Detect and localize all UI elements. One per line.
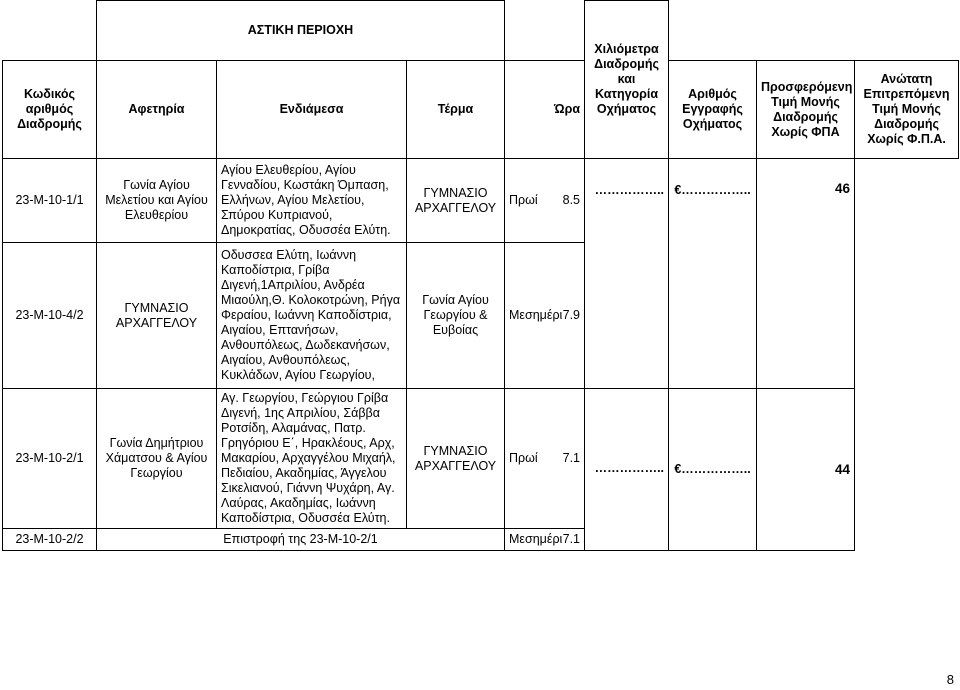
time-value: Μεσημέρι	[509, 532, 563, 546]
reg-number-cell	[585, 389, 669, 551]
time-value: Πρωί	[509, 451, 538, 465]
intermediate-cell: Αγ. Γεωργίου, Γεώργιου Γρίβα Διγενή, 1ης Απριλίου, Σάββα Ροτσίδη, Αλαμάνας, Πατρ. Γρηγόριου Ε΄, Ηρακλέους, Αρχ, Μακαρίου, Αρχαγγέλου Μιχαήλ, Πεδιαίου, Ακαδημίας, Άγγελου Σικελιανού, Γιάννη Ψυχάρη, Αγ. Λαύρας, Ακαδημίας, Ιωάννη Καποδίστρια, Οδυσσέα Ελύτη.	[217, 389, 407, 529]
table-row	[3, 159, 959, 243]
header-urban-area: ΑΣΤΙΚΗ ΠΕΡΙΟΧΗ	[97, 1, 505, 61]
start-cell: Γωνία Δημήτριου Χάματσου & Αγίου Γεωργίου	[97, 389, 217, 529]
header-start: Αφετηρία	[97, 61, 217, 159]
intermediate-cell: Αγίου Ελευθερίου, Αγίου Γενναδίου, Κωστάκη Όμπαση, Ελλήνων, Αγίου Μελετίου, Σπύρου Κυπριανού, Δημοκρατίας, Οδυσσέα Ελύτη.	[217, 159, 407, 243]
header-end: Τέρμα	[407, 61, 505, 159]
end-cell: ΓΥΜΝΑΣΙΟ ΑΡΧΑΓΓΕΛΟΥ	[407, 159, 505, 243]
km-value: 7.9	[562, 308, 581, 322]
header-km-category: Χιλιόμετρα Διαδρομής και Κατηγορία Οχήματος	[585, 1, 669, 159]
time-value: Πρωί	[509, 193, 538, 207]
km-value: 8.5	[562, 193, 581, 207]
route-code-cell: 23-Μ-10-2/2	[3, 529, 97, 551]
header-route-code: Κωδικός αριθμός Διαδρομής	[3, 61, 97, 159]
max-price-cell	[757, 159, 855, 389]
reg-number-dots: ……………..	[594, 183, 665, 197]
max-price-cell	[757, 389, 855, 551]
end-cell: ΓΥΜΝΑΣΙΟ ΑΡΧΑΓΓΕΛΟΥ	[407, 389, 505, 529]
table-row	[3, 389, 959, 529]
reg-number-dots: ……………..	[594, 461, 665, 475]
offered-price-dots: ……………..	[681, 462, 751, 476]
page-number: 8	[946, 672, 954, 687]
max-price-value: 46	[834, 181, 851, 196]
header-reg-number: Αριθμός Εγγραφής Οχήματος	[669, 61, 757, 159]
header-offered-price: Προσφερόμενη Τιμή Μονής Διαδρομής Χωρίς ΦΠΑ	[757, 61, 855, 159]
offered-price-cell	[669, 159, 757, 389]
end-cell: Γωνία Αγίου Γεωργίου & Ευβοίας	[407, 243, 505, 389]
schedule-table	[2, 0, 959, 551]
km-value: 7.1	[562, 451, 581, 465]
start-cell: ΓΥΜΝΑΣΙΟ ΑΡΧΑΓΓΕΛΟΥ	[97, 243, 217, 389]
euro-sign: €	[674, 183, 682, 197]
max-price-value: 44	[834, 462, 851, 477]
route-code-cell: 23-Μ-10-1/1	[3, 159, 97, 243]
header-time: Ώρα	[505, 61, 585, 159]
header-intermediate: Ενδιάμεσα	[217, 61, 407, 159]
offered-price-dots: ……………..	[681, 183, 751, 197]
intermediate-cell: Οδυσσεα Ελύτη, Ιωάννη Καποδίστρια, Γρίβα Διγενή,1Απριλίου, Ανδρέα Μιαούλη,Θ. Κολοκοτρώνη, Ρήγα Φεραίου, Ιωάννη Καποδίστρια, Αιγαίου, Επτανήσων, Ανθουπόλεως, Δωδεκανήσων, Αιγαίου, Ανθουπόλεως, Κυκλάδων, Αγίου Γεωργίου,	[217, 243, 407, 389]
return-cell: Επιστροφή της 23-Μ-10-2/1	[97, 529, 505, 551]
route-code-cell: 23-Μ-10-4/2	[3, 243, 97, 389]
time-value: Μεσημέρι	[509, 308, 563, 322]
start-cell: Γωνία Αγίου Μελετίου και Αγίου Ελευθερίου	[97, 159, 217, 243]
header-max-price: Ανώτατη Επιτρεπόμενη Τιμή Μονής Διαδρομής Χωρίς Φ.Π.Α.	[855, 61, 959, 159]
route-code-cell: 23-Μ-10-2/1	[3, 389, 97, 529]
reg-number-cell	[585, 159, 669, 389]
km-value: 7.1	[562, 532, 581, 546]
euro-sign: €	[674, 462, 682, 476]
offered-price-cell	[669, 389, 757, 551]
